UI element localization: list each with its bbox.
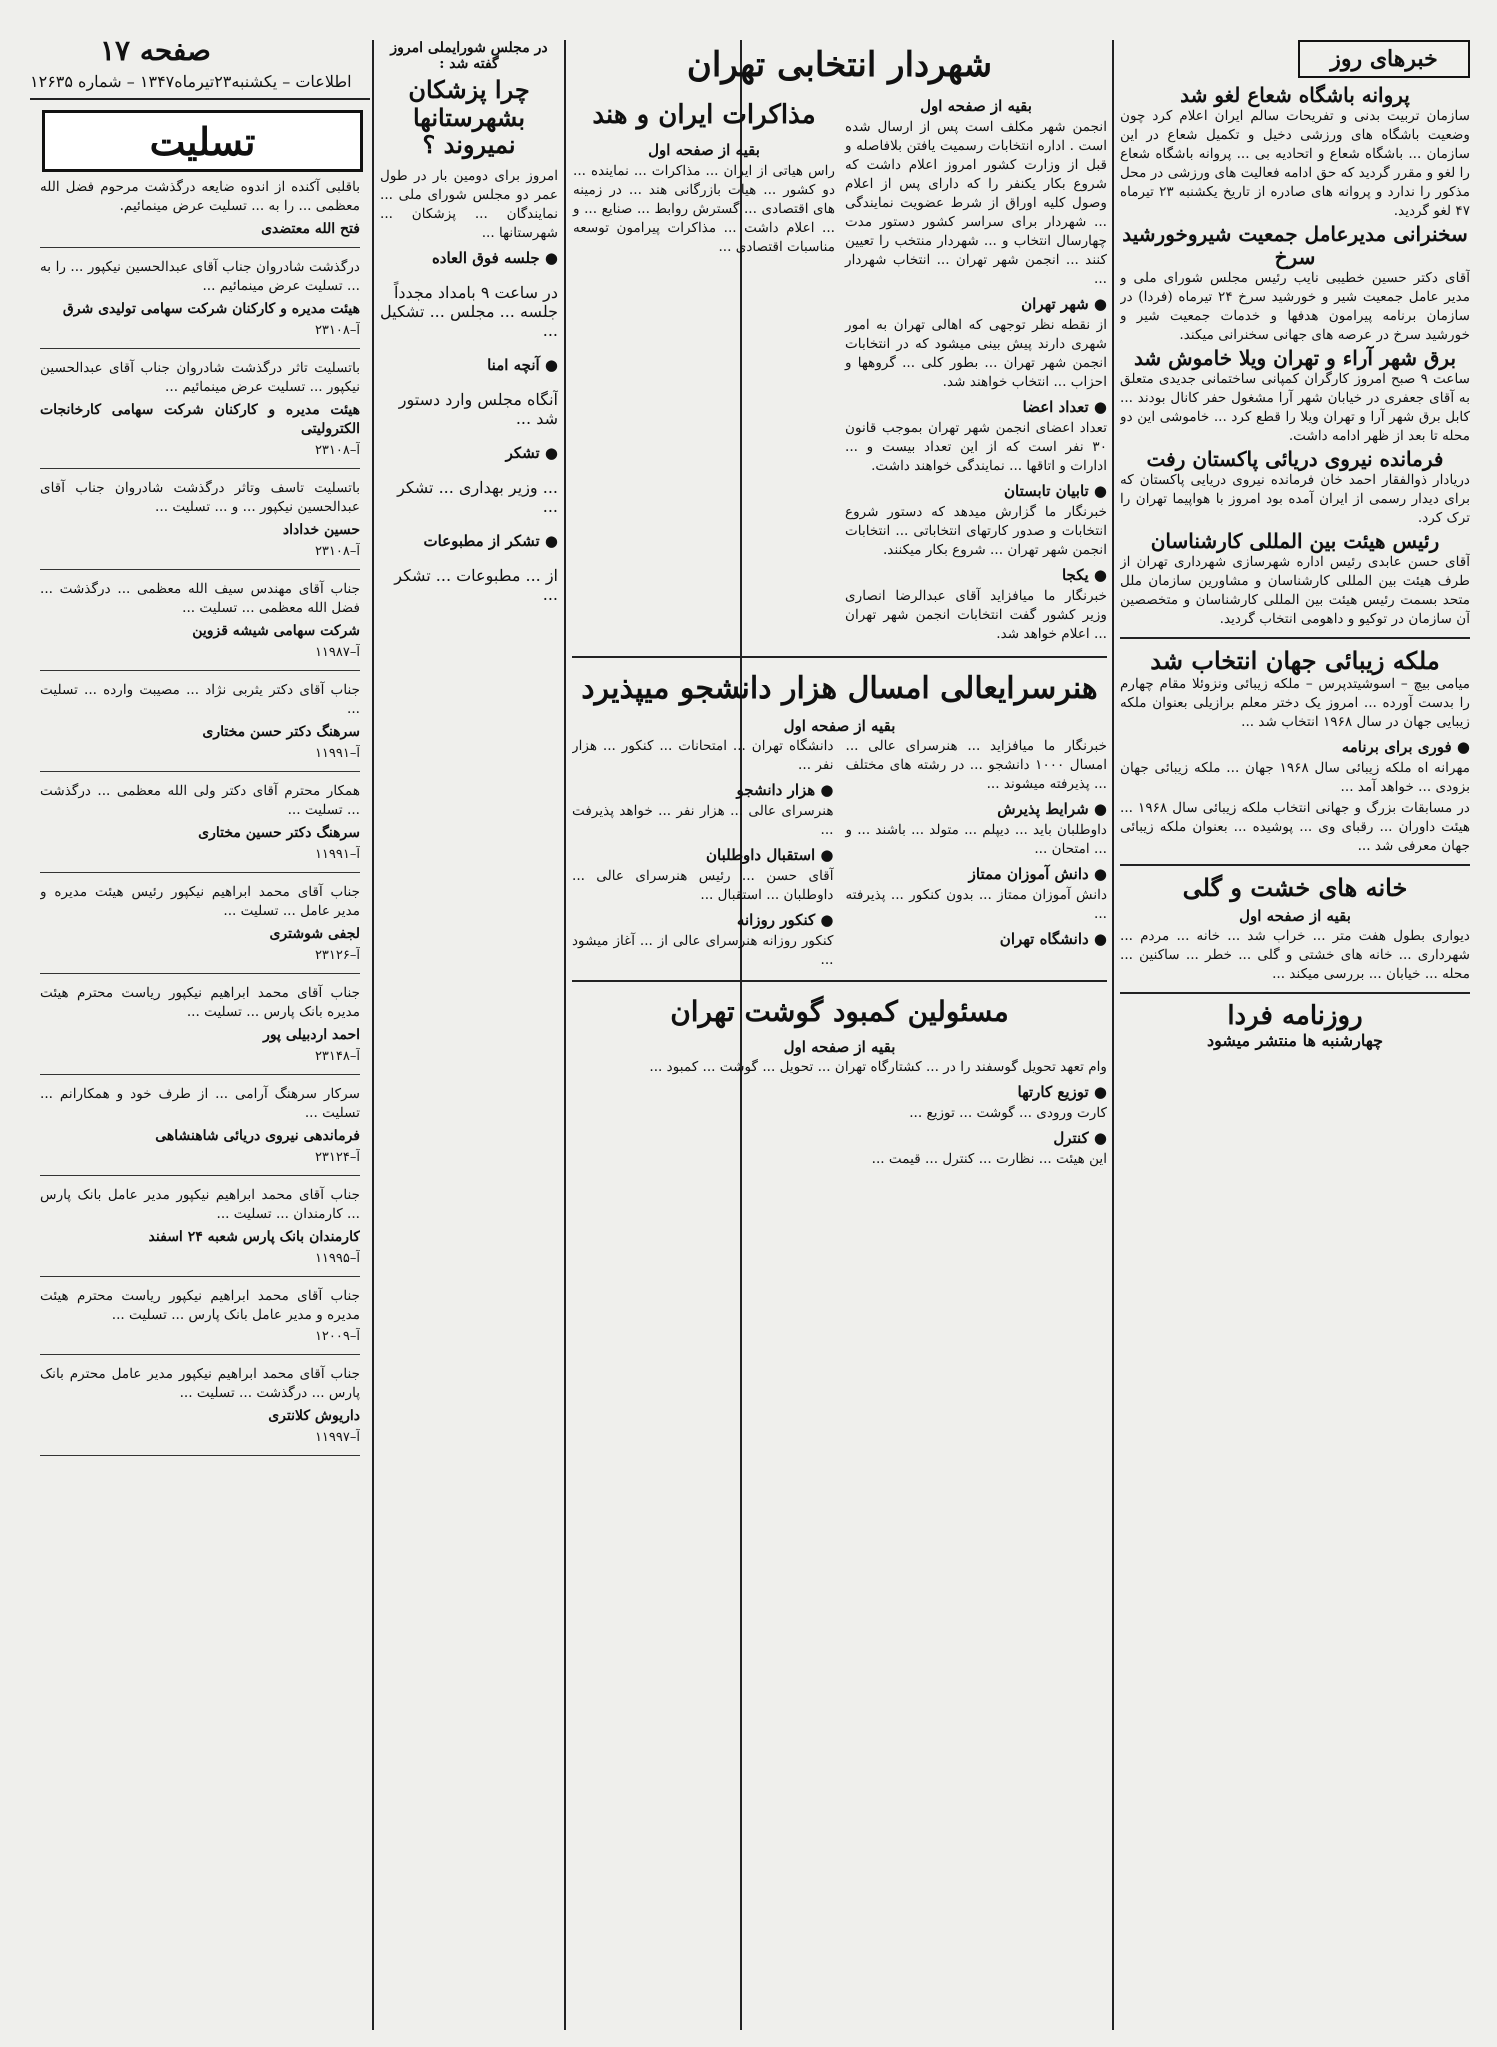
news-item-body: سازمان تربیت بدنی و تفریحات سالم ایران اعلام کرد چون وضعیت باشگاه های ورزشی دخیل و تکمیل شعاع در این سازمان ... باشگاه شعاع و اتحادیه بی ... پروانه باشگاه شعاع را لغو و مقرر گردید که حق ادامه فعالیت های ورزشی در محل مذکور را ندارد و پروانه های صادره از تاریخ یکشنبه ۲۳ تیرماه ۴۷ لغو گردید. <box>1120 108 1470 219</box>
meat-section-body: وام تعهد تحویل گوسفند را در ... کشتارگاه تهران ... تحویل ... گوشت ... کمبود ... <box>649 1058 1107 1075</box>
condolence-code: آ–۲۳۱۰۸ <box>314 443 360 458</box>
section-rule <box>572 980 1107 982</box>
section-rule <box>572 656 1107 658</box>
mayor-section-body: تعداد اعضای انجمن شهر تهران بموجب قانون ۳۰ نفر است که از این تعداد بیست و ... ادارات و اتاقها ... نمایندگی خواهند داشت. <box>845 420 1107 475</box>
condolence-text: همکار محترم آقای دکتر ولی الله معظمی ... درگذشت ... تسلیت ... <box>40 783 360 818</box>
art-school-section-body: داوطلبان باید ... دیپلم ... متولد ... باشند ... و ... امتحان ... <box>845 821 1107 857</box>
doctors-section-title: ● جلسه فوق العاده <box>431 248 558 267</box>
condolence-text: جناب آقای محمد ابراهیم نیکپور مدیر عامل محترم بانک پارس ... درگذشت ... تسلیت ... <box>40 1366 360 1401</box>
mayor-section-title: ● یکجا <box>1061 566 1107 585</box>
doctors-headline: چرا پزشکان بشهرستانها نمیروند ؟ <box>408 75 530 160</box>
right-column <box>1120 40 1470 2020</box>
beauty-headline: ملکه زیبائی جهان انتخاب شد <box>1150 646 1440 675</box>
art-school-continued: بقیه از صفحه اول <box>783 716 896 735</box>
art-school-section-body: دانش آموزان ممتاز ... بدون کنکور ... پذیرفته ... <box>845 886 1107 922</box>
middle-columns <box>572 40 1107 2020</box>
condolence-signature: حسین خداداد <box>282 522 360 538</box>
condolence-text: جناب آقای محمد ابراهیم نیکپور ریاست محترم هیئت مدیره و مدیر عامل بانک پارس ... تسلیت ... <box>40 1288 360 1323</box>
clay-body: دیواری بطول هفت متر ... خراب شد ... خانه ... مردم ... شهرداری ... خانه های خشتی و گلی ... خطر ... ساکنین ... محله ... خیابان ... بررسی میکند ... <box>1120 928 1470 983</box>
condolence-signature: داریوش کلانتری <box>268 1408 360 1424</box>
meat-section-title: ● کنترل <box>1053 1128 1107 1147</box>
mayor-section-body: خبرنگار ما میافزاید آقای عبدالرضا انصاری وزیر کشور گفت انتخابات انجمن شهر تهران ... اعلام خواهد شد. <box>845 588 1107 643</box>
condolence-code: آ–۲۳۱۴۸ <box>314 1049 360 1064</box>
doctors-section-title: ● تشکر از مطبوعات <box>423 531 558 550</box>
meat-sections <box>572 1058 1107 1169</box>
condolence-code: آ–۱۱۹۸۷ <box>314 645 360 660</box>
art-school-section-title: ● دانشگاه تهران <box>999 929 1107 948</box>
doctors-section-body: ... وزیر بهداری ... تشکر ... <box>397 477 558 516</box>
doctors-section-body: آنگاه مجلس وارد دستور شد ... <box>398 389 558 428</box>
condolence-block <box>40 580 360 671</box>
condolence-text: باتسلیت تاثر درگذشت شادروان جناب آقای عبدالحسین نیکپور ... تسلیت عرض مینمائیم ... <box>40 360 360 395</box>
condolence-text: درگذشت شادروان جناب آقای عبدالحسین نیکپور ... را به ... تسلیت عرض مینمائیم ... <box>40 259 360 294</box>
mayor-section-body: خبرنگار ما گزارش میدهد که دستور شروع انتخابات و صدور کارتهای انتخاباتی ... انتخابات انجمن شهر تهران ... شروع بکار میکنند. <box>845 504 1107 559</box>
mayor-section-title: ● تعداد اعضا <box>1022 398 1107 417</box>
condolence-code: آ–۲۳۱۰۸ <box>314 323 360 338</box>
section-rule <box>1120 864 1470 866</box>
art-school-section-body: کنکور روزانه هنرسرای عالی از ... آغاز میشود ... <box>572 932 834 968</box>
art-school-section-title: ● دانش آموزان ممتاز <box>968 864 1107 883</box>
condolence-text: سرکار سرهنگ آرامی ... از طرف خود و همکارانم ... تسلیت ... <box>40 1086 360 1121</box>
mayor-section-body: از نقطه نظر توجهی که اهالی تهران به امور شهری دارند پیش بینی میشود که در انتخابات انجمن شهر تهران ... بطور کلی ... گروهها و احزاب ... انتخاب خواهند شد. <box>845 317 1107 391</box>
mayor-body: انجمن شهر مکلف است پس از ارسال شده است . اداره انتخابات رسمیت یافتن بلافاصله و قبل از وزارت کشور امروز اعلام داشت که شروع بکار یکنفر را که دارای پس از اعلام وصول کلیه اوراق از شرط عضویت نمایندگی ... شهردار برای سراسر کشور دستور مدت چهارسال انتخاب و ... شهردار منتخب را تعیین کنند ... انجمن شهر تهران ... انتخاب شهردار ... <box>845 119 1107 288</box>
condolence-block <box>40 1287 360 1355</box>
beauty-section-body: در مسابقات بزرگ و جهانی انتخاب ملکه زیبائی سال ۱۹۶۸ ... هیئت داوران ... رقبای وی ... پوشیده ... بعنوان ملکه زیبائی جهان معرفی شد ... <box>1120 799 1470 854</box>
mayor-section-title: ● تابیان تابستان <box>1004 482 1107 501</box>
condolence-title: تسلیت <box>42 110 363 172</box>
art-school-section-title: ● هزار دانشجو <box>736 780 834 799</box>
news-item-headline: فرمانده نیروی دریائی پاکستان رفت <box>1146 447 1444 471</box>
condolence-block <box>40 258 360 349</box>
beauty-section-body: مهرانه اه ملکه زیبائی سال ۱۹۶۸ جهان ... ملکه زیبائی جهان بزودی ... خواهد آمد ... <box>1120 759 1470 795</box>
condolence-block <box>40 1186 360 1277</box>
condolence-signature: هیئت مدیره و کارکنان شرکت سهامی تولیدی شرق <box>62 301 360 317</box>
column-rule <box>564 40 566 2030</box>
condolence-text: جناب آقای مهندس سیف الله معظمی ... درگذشت ... فضل الله معظمی ... تسلیت ... <box>40 581 360 616</box>
art-school-section-title: ● شرایط پذیرش <box>997 799 1107 818</box>
condolence-code: آ–۲۳۱۲۴ <box>314 1150 360 1165</box>
condolence-code: آ–۲۳۱۲۶ <box>314 948 360 963</box>
condolence-block <box>40 479 360 570</box>
condolence-signature: سرهنگ دکتر حسن مختاری <box>202 724 360 740</box>
doctors-section-body: در ساعت ۹ بامداد مجدداً جلسه ... مجلس ... تشکیل ... <box>380 282 558 340</box>
clay-headline: خانه های خشت و گلی <box>1182 872 1408 902</box>
meat-continued: بقیه از صفحه اول <box>783 1037 896 1056</box>
condolence-text: جناب آقای محمد ابراهیم نیکپور رئیس هیئت مدیره و مدیر عامل ... تسلیت ... <box>40 884 360 919</box>
condolence-signature: احمد اردبیلی پور <box>263 1027 360 1043</box>
page-number: صفحه ۱۷ <box>100 34 211 67</box>
doctors-kicker: در مجلس شورایملی امروز گفته شد : <box>390 40 548 72</box>
condolence-block <box>40 1365 360 1456</box>
art-school-section-body: آقای حسن ... رئیس هنرسرای عالی ... داوطلبان ... استقبال ... <box>572 867 834 903</box>
tomorrow-subline: چهارشنبه ها منتشر میشود <box>1207 1031 1383 1051</box>
mayor-continued: بقیه از صفحه اول <box>920 97 1032 116</box>
doctors-section-body: از ... مطبوعات ... تشکر ... <box>394 565 558 604</box>
doctors-article <box>380 40 558 2020</box>
news-item-headline: سخنرانی مدیرعامل جمعیت شیروخورشید سرخ <box>1122 222 1468 269</box>
issue-line: اطلاعات – یکشنبه۲۳تیرماه۱۳۴۷ – شماره ۱۲۶۳۵ <box>30 72 352 91</box>
news-item-body: آقای حسن عابدی رئیس اداره شهرسازی شهرداری تهران از طرف هیئت بین المللی کارشناسان و مشاورین سازمان ملل متحد بسمت رئیس هیئت بین المللی کارشناسان و متخصصین آن سازمان در توکیو و داهومی انتخاب گردید. <box>1120 554 1470 627</box>
condolence-text: جناب آقای محمد ابراهیم نیکپور مدیر عامل بانک پارس ... کارمندان ... تسلیت ... <box>40 1187 360 1222</box>
news-item-headline: برق شهر آراء و تهران ویلا خاموش شد <box>1133 346 1457 370</box>
condolence-code: آ–۱۲۰۰۹ <box>314 1329 360 1344</box>
condolence-code: آ–۲۳۱۰۸ <box>314 544 360 559</box>
condolence-code: آ–۱۱۹۹۷ <box>314 1430 360 1445</box>
condolence-text: باقلبی آکنده از اندوه ضایعه درگذشت مرحوم فضل الله معظمی ... را به ... تسلیت عرض مینمائیم. <box>40 179 360 214</box>
condolence-signature: شرکت سهامی شیشه قزوین <box>192 623 360 639</box>
tomorrow-headline: روزنامه فردا <box>1227 1001 1363 1032</box>
doctors-section-title: ● تشکر <box>505 443 558 462</box>
section-rule <box>1120 637 1470 639</box>
art-school-section-title: ● استقبال داوطلبان <box>706 845 834 864</box>
mayor-section-title: ● شهر تهران <box>1021 295 1107 314</box>
condolence-signature: سرهنگ دکتر حسین مختاری <box>198 825 360 841</box>
condolence-block <box>40 782 360 873</box>
beauty-section-title: ● فوری برای برنامه <box>1341 737 1470 756</box>
meat-section-body: کارت ورودی ... گوشت ... توزیع ... <box>909 1104 1107 1121</box>
condolence-signature: لجفی شوشتری <box>269 926 360 942</box>
condolence-code: آ–۱۱۹۹۱ <box>314 746 360 761</box>
column-rule <box>1112 40 1114 2030</box>
art-school-section-body: هنرسرای عالی ... هزار نفر ... خواهد پذیرفت ... <box>572 802 834 838</box>
doctors-body: امروز برای دومین بار در طول عمر دو مجلس شورای ملی ... نمایندگان ... پزشکان ... شهرستانها ... <box>380 167 558 241</box>
header-rule <box>30 98 370 100</box>
news-item-headline: رئیس هیئت بین المللی کارشناسان <box>1150 529 1440 553</box>
condolence-code: آ–۱۱۹۹۱ <box>314 847 360 862</box>
iran-talks-continued: بقیه از صفحه اول <box>648 140 760 159</box>
clay-continued: بقیه از صفحه اول <box>1239 907 1351 926</box>
condolence-block <box>40 1085 360 1176</box>
column-rule <box>372 40 374 2030</box>
condolence-text: جناب آقای دکتر یثربی نژاد ... مصیبت وارده ... تسلیت ... <box>40 682 360 717</box>
condolence-signature: فتح الله معتضدی <box>261 221 360 237</box>
condolence-signature: فرماندهی نیروی دریائی شاهنشاهی <box>155 1128 360 1144</box>
art-school-section-title: ● کنکور روزانه <box>736 910 834 929</box>
art-school-section-body: خبرنگار ما میافزاید ... هنرسرای عالی ... امسال ۱۰۰۰ دانشجو ... در رشته های مختلف ... پذیرفته میشوند ... <box>845 737 1107 792</box>
meat-headline: مسئولین کمبود گوشت تهران <box>670 994 1009 1028</box>
art-school-headline: هنرسرایعالی امسال هزار دانشجو میپذیرد <box>581 671 1098 707</box>
news-items <box>1120 84 1470 629</box>
condolence-block <box>40 883 360 974</box>
news-item-body: دریادار ذوالفقار احمد خان فرمانده نیروی دریایی پاکستان که برای دیدار رسمی از ایران آمده بود امروز با هواپیما تهران را ترک کرد. <box>1120 472 1470 526</box>
news-item-body: آقای دکتر حسین خطیبی نایب رئیس مجلس شورای ملی و مدیر عامل جمعیت شیر و خورشید سرخ ۲۴ تیرماه (فردا) در سازمان برنامه پیرامون هدفها و خدمات جمعیت شیر و خورشید سرخ در عرصه های جهانی سخنرانی میکند. <box>1120 270 1470 343</box>
section-rule <box>1120 992 1470 994</box>
condolence-block <box>40 178 360 248</box>
beauty-body: میامی بیچ – اسوشیتدپرس – ملکه زیبائی ونزوئلا مقام چهارم را بدست آورده ... امروز یک دختر معلم برازیلی بعنوان ملکه زیبایی جهان در سال ۱۹۶۸ انتخاب شد ... <box>1120 675 1470 730</box>
condolence-code: آ–۱۱۹۹۵ <box>314 1251 360 1266</box>
iran-talks-body: راس هیاتی از ایران ... مذاکرات ... نماینده ... دو کشور ... هیات بازرگانی هند ... در زمینه های اقتصادی ... گسترش روابط ... صنایع ... و ... اعلام داشت ... مذاکرات پیرامون توسعه مناسبات اقتصادی ... <box>573 162 835 255</box>
meat-section-title: ● توزیع کارتها <box>1017 1082 1107 1101</box>
mayor-headline: شهردار انتخابی تهران <box>686 45 993 85</box>
condolence-block <box>40 359 360 469</box>
beauty-sections <box>1120 738 1470 856</box>
meat-section-body: این هیئت ... نظارت ... کنترل ... قیمت ... <box>871 1150 1107 1167</box>
iran-talks-headline: مذاکرات ایران و هند <box>592 100 816 131</box>
art-school-section-body: دانشگاه تهران ... امتحانات ... کنکور ... هزار نفر ... <box>572 737 834 773</box>
doctors-sections <box>380 249 558 604</box>
condolence-signature: کارمندان بانک پارس شعبه ۲۴ اسفند <box>148 1229 360 1245</box>
condolence-text: جناب آقای محمد ابراهیم نیکپور ریاست محترم هیئت مدیره بانک پارس ... تسلیت ... <box>40 985 360 1020</box>
news-box-title: خبرهای روز <box>1298 40 1470 78</box>
condolence-block <box>40 681 360 772</box>
news-item-body: ساعت ۹ صبح امروز کارگران کمپانی ساختمانی جدیدی متعلق به آقای جعفری در خیابان شهر آرا مشغول حفر کانال بودند ... کابل برق شهر آرا و تهران ویلا را قطع کرد ... خاموشی این دو محله تا بعد از ظهر ادامه داشت. <box>1120 371 1470 444</box>
art-school-sections <box>572 737 1107 970</box>
news-item-headline: پروانه باشگاه شعاع لغو شد <box>1180 83 1410 107</box>
mayor-sections <box>845 295 1107 644</box>
condolence-column <box>40 178 360 2018</box>
condolence-text: باتسلیت تاسف وتاثر درگذشت شادروان جناب آقای عبدالحسین نیکپور ... و ... تسلیت ... <box>40 480 360 515</box>
condolence-signature: هیئت مدیره و کارکنان شرکت سهامی کارخانجات الکترولیتی <box>40 402 360 437</box>
doctors-section-title: ● آنچه امنا <box>487 355 558 374</box>
condolence-block <box>40 984 360 1075</box>
